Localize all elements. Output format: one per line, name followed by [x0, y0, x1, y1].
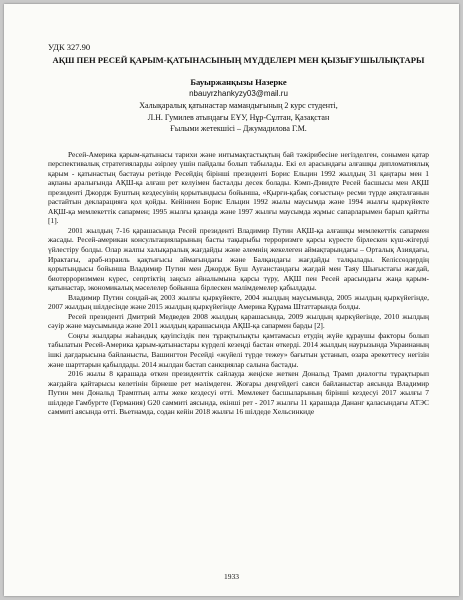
body-paragraph: Соңғы жылдары жаһандық қауіпсіздік пен тұрақтылықты қамтамасыз етудің жүйе құраушы факторы болып табылатын Ресей-Америка қарым-қатынастары күрделі кезеңді бастан өткерді. 2014 жылдың наурызында Украинаның ішкі дағдарысына байланысты, Вашингтон Ресейді «жүйелі түрде тежеу» бағытын ұстанып, өзара әрекеттесу негізін және шарттарын қабылдады. 2014 жылдан бастап санкциялар салына бастады. — [48, 330, 429, 369]
document-content — [4, 4, 459, 417]
body-paragraph: 2016 жылы 8 қарашада өткен президенттік сайлауда жеңіске жеткен Дональд Трамп диалогты тұрақтырып жағдайға қайтарысы келетінін бірнеше рет мәлімдеген. Жоғары деңгейдегі саяси байланыстар аясында Владимир Путин мен Дональд Трамптың алты жеке кездесуі өтті. Мемлекет басшыларының бірінші кездесуі 2017 жылғы 7 шілдеде Гамбургте (Германия) G20 саммиті аясында, екінші рет - 2017 жылғы 11 қарашада Дананг қаласындағы АТЭС саммиті аясында өтті. Вьетнамда, содан кейін 2018 жылғы 16 шілдеде Хельсинкиде — [48, 369, 429, 417]
author-email: nbauyrzhankyzy03@mail.ru — [189, 89, 288, 98]
author-name: Бауыржанқызы Назерке — [190, 77, 287, 87]
affiliation-line: Халықаралық қатынастар мамандығының 2 курс студенті, — [139, 101, 338, 110]
body-paragraph: 2001 жылдың 7-16 қарашасында Ресей президенті Владимир Путин АҚШ-қа алғашқы мемлекеттік сапармен жасады. Ресей-американ консультацияларының басты тақырыбы терроризмге қарсы күресте бірлескен күш-жігерді үйлестіру болды. Олар жалпы халықаралық жағдайды және әлемнің жекелеген аймақтарындағы – Орталық Азиядағы, Ирактағы, араб-израиль қақтығысы аймағындағы және Балқандағы жағдайды талқылады. Келіссөздердің қорытындысы бойынша Владимир Путин мен Джордж Буш Ауғанстандағы жағдай мен Таяу Шығыстағы жағдай, биотерроризммен күрес, сепртіктің заңсыз айналымына қарсы түру, АҚШ пен Ресей арасындағы жаңа қарым-қатынастар, экономикалық мәселелер бойынша бірлескен мәлімдемелер қабылдады. — [48, 225, 429, 293]
document-page — [4, 4, 459, 596]
udk-code: УДК 327.90 — [48, 42, 91, 52]
body-paragraph: Ресей-Америка қарым-қатынасы тарихи және интымақтастықтың бай тәжірибесіне негізделген, сонымен қатар перспективалық стратегияларды әзірлеу үшін пайдалы болып табылады. Екі ел арасындағы алғашқы дипломатиялық қарым - қатынастың бастауы ретінде Ресейдің бірінші президенті Борис Ельцин 1992 жылдың 31 қаңтары мен 1 ақпаны аралығында АҚШ-қа алғаш рет келуімен басталды десек болады. Кэмп-Дэвидте Ресей басшысы мен АҚШ президенті Джордж Буштың кездесуінің қорытындысы бойынша, «Қырғи-қабақ соғыстың» ресми түрде аяқталғанын растайтын декларацияға қол қойды. Кейіннен Борис Ельцин 1992 жылы маусымда және 1994 жылғы қыркүйекте АҚШ-қа мемлекеттік сапармен; 1995 жылғы қазанда және 1997 жылғы маусымда жұмыс сапарларымен барып қайтты [1]. — [48, 149, 429, 226]
body-paragraph: Владимир Путин сондай-ақ 2003 жылғы қыркүйекте, 2004 жылдың маусымында, 2005 жылдың қыркүйегінде, 2007 жылдың шілдесінде және 2015 жылдың қыркүйегінде Америка Құрама Штаттарында болды. — [48, 292, 429, 312]
spacer — [48, 136, 429, 150]
page-number: 1933 — [224, 572, 239, 581]
article-title: АҚШ ПЕН РЕСЕЙ ҚАРЫМ-ҚАТЫНАСЫНЫҢ МҮДДЕЛЕРІ МЕН ҚЫЗЫҒУШЫЛЫҚТАРЫ — [52, 55, 425, 65]
supervisor-line: Ғылыми жетекшісі – Джумадилова Г.М. — [170, 124, 307, 133]
body-paragraph: Ресей президенті Дмитрий Медведев 2008 жылдың қарашасында, 2009 жылдың қыркүйегінде, 2010 жылдың сәуір және маусымында және 2011 жылдың қарашасында АҚШ-қа сапармен барды [2]. — [48, 311, 429, 331]
affiliation-line: Л.Н. Гумилев атындағы ЕҰУ, Нұр-Сұлтан, Қазақстан — [147, 112, 330, 122]
